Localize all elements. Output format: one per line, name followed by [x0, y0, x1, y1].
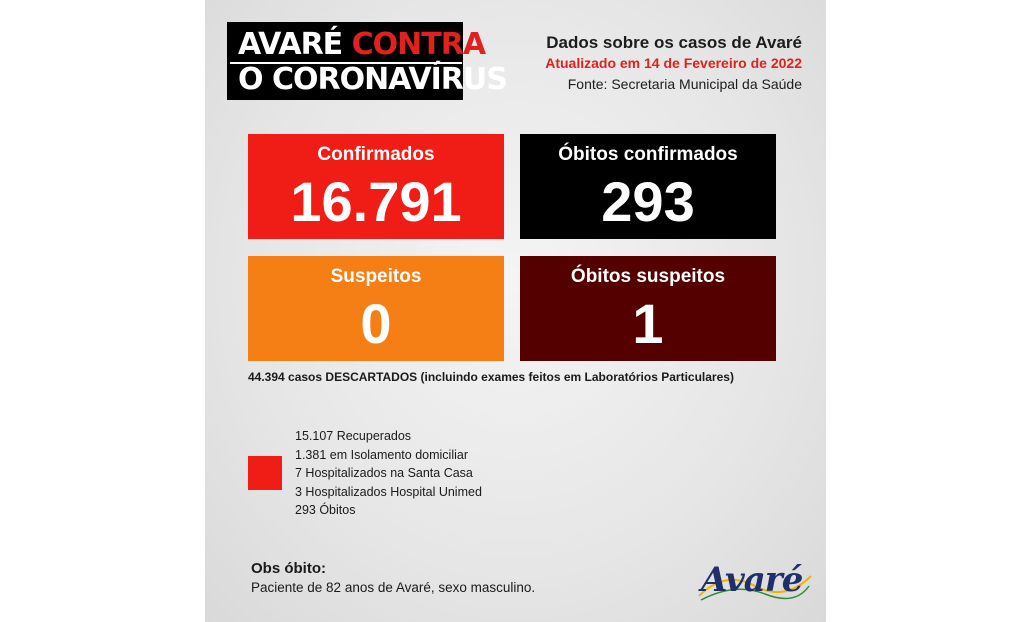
confirmed-value: 16.791 [290, 170, 462, 233]
deaths-confirmed-label: Óbitos confirmados [558, 144, 738, 165]
deaths-suspected-value: 1 [632, 292, 664, 355]
logo-wordmark: Avaré [701, 560, 803, 600]
deaths-suspected-label: Óbitos suspeitos [570, 266, 726, 287]
badge-contra: CONTRA [351, 27, 486, 62]
stat-deaths: 293 Óbitos [295, 503, 356, 517]
suspected-label: Suspeitos [330, 266, 422, 287]
suspected-card [248, 256, 504, 361]
discarded-cases-note: 44.394 casos DESCARTADOS (incluindo exames feitos em Laboratórios Particulares) [248, 370, 734, 384]
observation-text: Paciente de 82 anos de Avaré, sexo masculino. [251, 580, 536, 595]
infographic-panel [205, 0, 826, 622]
deaths-confirmed-card [520, 134, 776, 239]
stat-home-isolation: 1.381 em Isolamento domiciliar [295, 447, 468, 462]
stats-list [295, 427, 482, 520]
stats-marker [248, 456, 282, 490]
suspected-value: 0 [360, 292, 392, 355]
report-title: Dados sobre os casos de Avaré [546, 33, 802, 52]
report-info [545, 32, 802, 95]
confirmed-card [248, 134, 504, 239]
deaths-confirmed-value: 293 [601, 170, 695, 233]
badge-line-2: O CORONAVÍRUS [238, 62, 507, 97]
death-observation [251, 559, 535, 597]
campaign-badge [227, 22, 507, 100]
stat-unimed: 3 Hospitalizados Hospital Unimed [295, 484, 482, 499]
confirmed-label: Confirmados [317, 144, 435, 165]
deaths-suspected-card [520, 256, 776, 361]
city-logo [695, 556, 815, 612]
badge-city: AVARÉ [238, 27, 343, 62]
report-source: Fonte: Secretaria Municipal da Saúde [567, 76, 802, 92]
badge-line-1 [238, 28, 485, 62]
report-updated: Atualizado em 14 de Fevereiro de 2022 [545, 55, 802, 71]
observation-title: Obs óbito: [251, 560, 326, 577]
stat-recovered: 15.107 Recuperados [295, 429, 412, 443]
stat-santa-casa: 7 Hospitalizados na Santa Casa [295, 466, 473, 480]
